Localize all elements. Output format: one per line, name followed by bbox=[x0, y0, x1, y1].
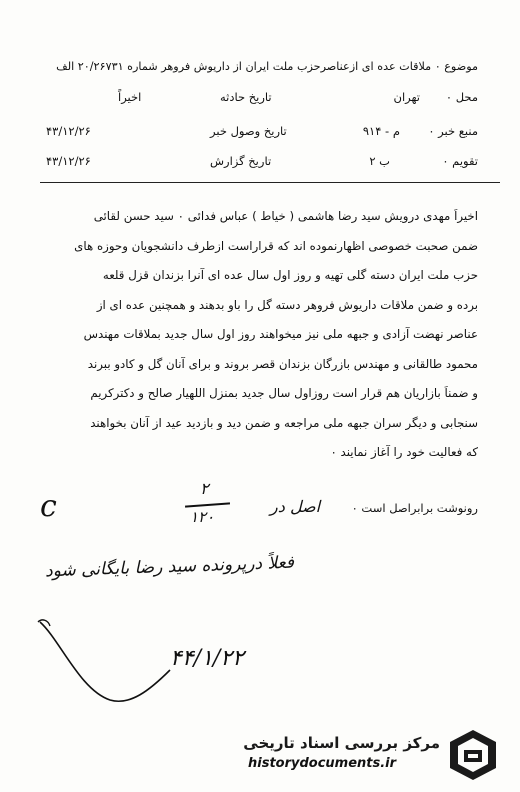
body-line: ضمن صحبت خصوصی اظهارنموده اند که قراراست ازطرف دانشجویان وحوزه های bbox=[74, 239, 478, 253]
body-line: که فعالیت خود را آغاز نمایند ٠ bbox=[330, 445, 478, 459]
handwritten-fraction-bottom: ۱۲۰ bbox=[190, 508, 215, 526]
body-line: محمود طالقانی و مهندس بازرگان بزندان قصر بروند و برای آنان گل و کادو ببرند bbox=[87, 357, 478, 371]
handwritten-asl-note: اصل در bbox=[270, 497, 321, 516]
body-line: برده و ضمن ملاقات داریوش فروهر دسته گل را باو بدهند و همچنین عده ای از bbox=[96, 298, 478, 312]
source-label: منبع خبر ٠ bbox=[428, 124, 478, 138]
source-value: م - ۹۱۴ bbox=[362, 124, 400, 138]
archive-logo-icon bbox=[446, 728, 500, 782]
subject-line: موضوع ٠ ملاقات عده ای ازعناصرحزب ملت ایران از داریوش فروهر شماره ۲۰/۲۶۷۳۱ الف bbox=[56, 60, 478, 73]
signature-hook bbox=[38, 620, 50, 626]
body-line: و ضمناً بازاریان هم قرار است روزاول سال جدید بمنزل اللهیار صالح و دکترکریم bbox=[90, 386, 478, 400]
header-divider bbox=[40, 182, 500, 183]
place-label: محل ٠ bbox=[445, 90, 478, 104]
copy-note: رونوشت برابراصل است ٠ bbox=[351, 501, 478, 515]
receipt-date-label: تاریخ وصول خبر bbox=[210, 124, 287, 138]
report-date-value: ۴۳/۱۲/۲۶ bbox=[46, 154, 91, 168]
receipt-date-value: ۴۳/۱۲/۲۶ bbox=[46, 124, 91, 138]
handwritten-initial: c bbox=[40, 489, 57, 524]
handwritten-fraction-top: ۲ bbox=[200, 479, 209, 498]
watermark-title: مرکز بررسی اسناد تاریخی bbox=[243, 734, 440, 752]
flourish-stroke bbox=[40, 622, 170, 701]
body-line: سنجابی و دیگر سران جبهه ملی مراجعه و ضمن دید و بازدید عید از آنان بخواهند bbox=[90, 416, 478, 430]
logo-accent bbox=[468, 754, 478, 758]
watermark-url: historydocuments.ir bbox=[248, 756, 397, 771]
rating-label: تقویم ٠ bbox=[442, 154, 478, 168]
event-date-value: اخیراً bbox=[118, 90, 142, 104]
handwritten-fraction-bar bbox=[185, 502, 230, 507]
watermark bbox=[230, 724, 500, 784]
body-line: حزب ملت ایران دسته گلی تهیه و روز اول سال عده ای آنرا بزندان قزل قلعه bbox=[102, 268, 478, 282]
handwritten-file-note: فعلاً درپرونده سید رضا بایگانی شود bbox=[44, 552, 295, 582]
place-value: تهران bbox=[393, 90, 420, 104]
rating-value: ب ۲ bbox=[369, 154, 390, 168]
body-line: اخیراً مهدی درویش سید رضا هاشمی ( خیاط ) عباس فدائی ٠ سید حسن لقائی bbox=[93, 209, 478, 223]
report-date-label: تاریخ گزارش bbox=[210, 154, 272, 168]
body-line: عناصر نهضت آزادی و جبهه ملی نیز میخواهند روز اول سال جدید بملاقات مهندس bbox=[83, 327, 478, 341]
handwritten-date: ۴۴/۱/۲۲ bbox=[170, 646, 244, 671]
event-date-label: تاریخ حادثه bbox=[220, 90, 272, 104]
